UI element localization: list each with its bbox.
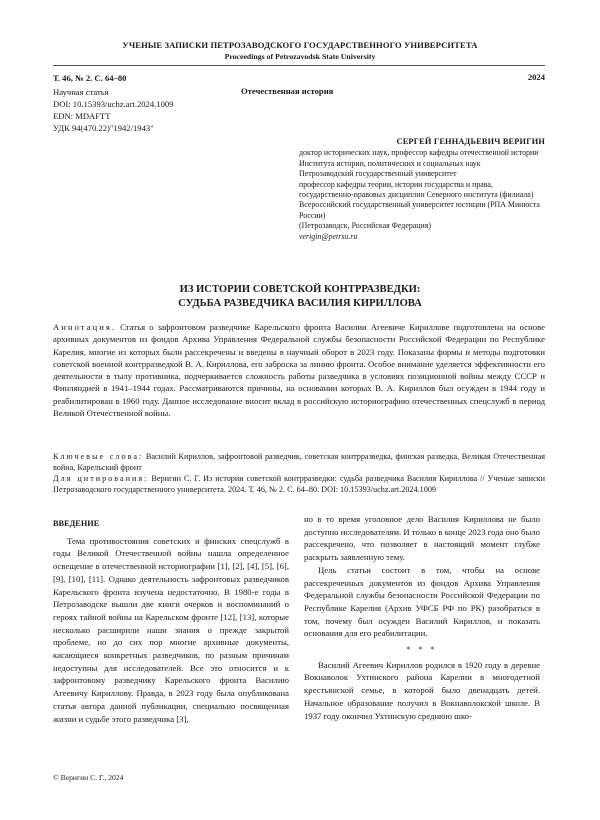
author-affiliation: профессор кафедры теории, истории государства и права, государственно-правовых дисциплин Северного института (филиала) <box>299 179 534 200</box>
abstract-label: Аннотация. <box>53 322 117 332</box>
column-right <box>304 513 540 722</box>
author-name: СЕРГЕЙ ГЕННАДЬЕВИЧ ВЕРИГИН <box>396 137 545 146</box>
copyright: © Веригин С. Г., 2024 <box>53 773 124 782</box>
author-affiliation: доктор исторических наук, профессор кафедры отечественной истории Института истории, политических и социальных наук <box>299 148 539 168</box>
abstract-text: Статья о зафронтовом разведчике Карельского фронта Василии Агеевиче Кириллове подготовлена на основе архивных документов из фондов Архива Управления Федеральной службы безопасности Российской Федерации по Республике Карелия, многие из которых были рассекречены и введены в научный оборот в 2023 году. Показаны формы и методы подготовки советской военной контрразведкой В. А. Кириллова, его заброска за линию фронта. Особое внимание уделяется эффективности его деятельности в тылу противника, подчеркивается сложность работы разведчика в условиях позиционной войны между СССР и Финляндией в 1941–1944 годах. Рассматриваются причины, на основании которых В. А. Кириллов был осужден в 1944 году и реабилитирован в 1960 году. Данное исследование вносит вклад в российскую историографию отечественных спецслужб в период Великой Отечественной войны. <box>53 322 545 419</box>
author-affiliation: Всероссийский государственный университет юстиции (РПА Минюста России) <box>299 200 540 220</box>
section-separator: * * * <box>406 645 438 655</box>
journal-title: УЧЕНЫЕ ЗАПИСКИ ПЕТРОЗАВОДСКОГО ГОСУДАРСТВЕННОГО УНИВЕРСИТЕТА <box>122 40 478 50</box>
body-paragraph: но в то время уголовное дело Василия Кириллова не было доступно исследователям. И только в конце 2023 года оно было рассекречено, что позволяет в настоящий момент глубже раскрыть заявленную тему. <box>304 514 540 563</box>
doi[interactable]: DOI: 10.15393/uchz.art.2024.1009 <box>53 99 174 109</box>
citation-label: Для цитирования: <box>53 474 149 483</box>
keywords <box>53 451 545 473</box>
citation <box>53 473 545 495</box>
column-left <box>53 518 289 725</box>
edn: EDN: MDAFTT <box>53 111 111 121</box>
rubric: Отечественная история <box>241 86 334 96</box>
body-paragraph: Тема противостояния советских и финских спецслужб в годы Великой Отечественной войны нашла определенное освещение в отечественной историографии [1], [2], [4], [5], [6], [9], [10], [11]. Однако деятельность зафронтовых разведчиков Карельского фронта изучена недостаточно. В 1980-е годы в Петрозаводске вышли две книги очерков и воспоминаний о героях тайной войны на Карельском фронте [12], [13], которые несколько расширили наши знания о прежде закрытой проблеме, но до сих пор многие архивные документы, касающиеся конкретных разведчиков, по разным причинам недоступны для исследователей. Все это относится и к зафронтовому разведчику Карельского фронта Василию Агеевичу Кириллову. Правда, в 2023 году была опубликована статья автора данной публикации, специально посвященная жизни и судьбе этого разведчика [3], <box>53 535 289 724</box>
journal-subtitle: Proceedings of Petrozavodsk State University <box>224 52 376 61</box>
keywords-label: Ключевые слова: <box>53 452 144 461</box>
author-location: (Петрозаводск, Российская Федерация) <box>299 221 431 231</box>
title-line-2: СУДЬБА РАЗВЕДЧИКА ВАСИЛИЯ КИРИЛЛОВА <box>178 297 422 309</box>
abstract <box>53 321 545 419</box>
udk: УДК 94(470.22)"1942/1943" <box>53 123 154 133</box>
year: 2024 <box>527 72 545 82</box>
author-affiliation: Петрозаводский государственный университет <box>299 169 457 179</box>
citation-text: Веригин С. Г. Из истории советской контрразведки: судьба разведчика Василия Кириллова // Ученые записки Петрозаводского государственного университета. 2024. Т. 46, № 2. С. 64–80. DOI: 10.15393/uchz.art.2024.1009 <box>53 474 546 494</box>
author-email[interactable]: verigin@petrsu.ru <box>299 231 358 241</box>
author-block <box>299 137 545 242</box>
article-meta <box>53 86 174 134</box>
article-title <box>0 283 600 310</box>
volume-pages: Т. 46, № 2. С. 64–80 <box>53 73 127 83</box>
body-paragraph: Цель статьи состоит в том, чтобы на основе рассекреченных документов из фондов Архива Управления Федеральной службы безопасности Российской Федерации по Республике Карелия (Архив УФСБ РФ по РК) разобраться в том, почему был осужден Василий Кириллов, и показать основания для его реабилитации. <box>304 564 540 639</box>
body-paragraph: Василий Агеевич Кириллов родился в 1920 году в деревне Вокнаволок Ухтинского района Карелии в многодетной крестьянской семье, в которой было двенадцать детей. Начальное образование получил в Вокнаволокской школе. В 1937 году окончил Ухтинскую среднюю шко- <box>304 659 540 721</box>
section-heading: ВВЕДЕНИЕ <box>53 519 100 528</box>
article-type: Научная статья <box>53 87 109 97</box>
title-line-1: ИЗ ИСТОРИИ СОВЕТСКОЙ КОНТРРАЗВЕДКИ: <box>179 284 421 295</box>
keywords-text: Василий Кириллов, зафронтовой разведчик, советская контрразведка, финская разведка, Великая Отечественная война, Карельский фронт <box>53 452 545 472</box>
header-rule <box>53 65 545 66</box>
